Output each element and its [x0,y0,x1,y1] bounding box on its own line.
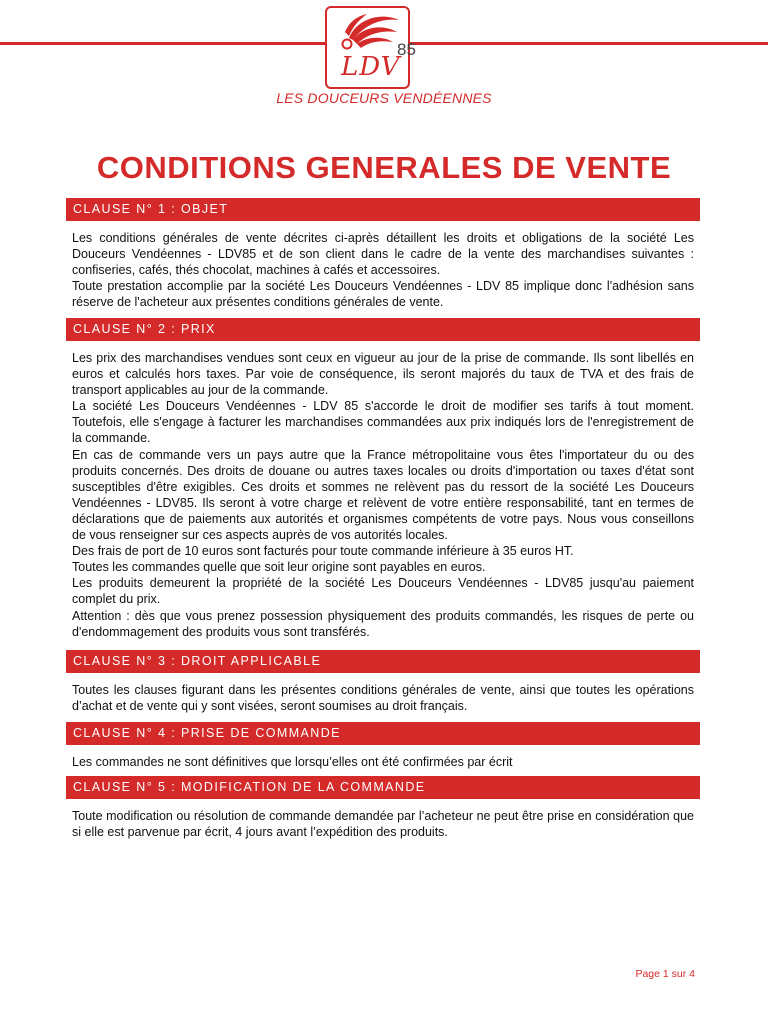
logo-number: 85 [397,40,416,59]
clause-body [66,221,700,310]
clause-2 [66,318,700,640]
clause-paragraph: En cas de commande vers un pays autre que la France métropolitaine vous êtes l'importateur du ou des produits concernés. Des droits de douane ou autres taxes locales ou droits d'importation ou taxes d'état sont susceptibles d'être exigibles. Ces droits et sommes ne relèvent pas du ressort de la société Les Douceurs Vendéennes - LDV85. Ils seront à votre charge et relèvent de votre entière responsabilité, tant en termes de déclarations que de paiements aux autorités et organismes compétents de votre pays. Nous vous conseillons de vous renseigner sur ces aspects auprès de vos autorités locales. [72,447,694,543]
clause-paragraph: Les prix des marchandises vendues sont ceux en vigueur au jour de la prise de commande. Ils sont libellés en euros et calculés hors taxes. Par voie de conséquence, ils seront majorés du taux de TVA et des frais de transport applicables au jour de la commande. [72,351,694,398]
page-title: CONDITIONS GENERALES DE VENTE [96,150,672,185]
clause-heading: CLAUSE N° 1 : OBJET [66,198,700,221]
clause-paragraph: Toute modification ou résolution de commande demandée par l’acheteur ne peut être prise en considération que si elle est parvenue par écrit, 4 jours avant l’expédition des produits. [72,809,694,840]
clause-heading: CLAUSE N° 5 : MODIFICATION DE LA COMMANDE [66,776,700,799]
clause-body [66,341,700,640]
clause-paragraph: Toutes les clauses figurant dans les présentes conditions générales de vente, ainsi que toutes les opérations d’achat et de vente qui y sont visées, seront soumises au droit français. [72,683,694,714]
clause-heading: CLAUSE N° 4 : PRISE DE COMMANDE [66,722,700,745]
clause-paragraph: Attention : dès que vous prenez possession physiquement des produits commandés, les risques de perte ou d'endommagement des produits vous sont transférés. [72,608,694,639]
clause-3 [66,650,700,714]
brand-name: LES DOUCEURS VENDÉENNES [276,90,492,106]
clause-4 [66,722,700,770]
logo-text: LDV [341,52,401,82]
clause-paragraph: Les produits demeurent la propriété de la société Les Douceurs Vendéennes - LDV85 jusqu'au paiement complet du prix. [72,576,694,607]
clause-paragraph: Des frais de port de 10 euros sont facturés pour toute commande inférieure à 35 euros HT. [72,544,574,559]
clause-heading: CLAUSE N° 2 : PRIX [66,318,700,341]
clause-paragraph: Toute prestation accomplie par la société Les Douceurs Vendéennes - LDV 85 implique donc l'adhésion sans réserve de l'acheteur aux présentes conditions générales de vente. [72,279,694,310]
clause-paragraph: Les commandes ne sont définitives que lorsqu’elles ont été confirmées par écrit [72,755,513,769]
clause-paragraph: La société Les Douceurs Vendéennes - LDV 85 s'accorde le droit de modifier ses tarifs à tout moment. Toutefois, elle s'engage à facturer les marchandises commandées aux prix indiqués lors de l'enregistrement de la commande. [72,399,694,446]
company-logo [325,6,416,89]
clause-paragraph: Les conditions générales de vente décrites ci-après détaillent les droits et obligations de la société Les Douceurs Vendéennes - LDV85 et de son client dans le cadre de la vente des marchandises suivantes : confiseries, cafés, thés chocolat, machines à cafés et accessoires. [72,231,694,278]
clause-heading: CLAUSE N° 3 : DROIT APPLICABLE [66,650,700,673]
clause-body [66,745,700,770]
clause-body [66,799,700,840]
clause-paragraph: Toutes les commandes quelle que soit leur origine sont payables en euros. [72,560,486,575]
page-number: Page 1 sur 4 [635,968,695,980]
clause-body [66,673,700,714]
clause-5 [66,776,700,840]
clause-1 [66,198,700,310]
